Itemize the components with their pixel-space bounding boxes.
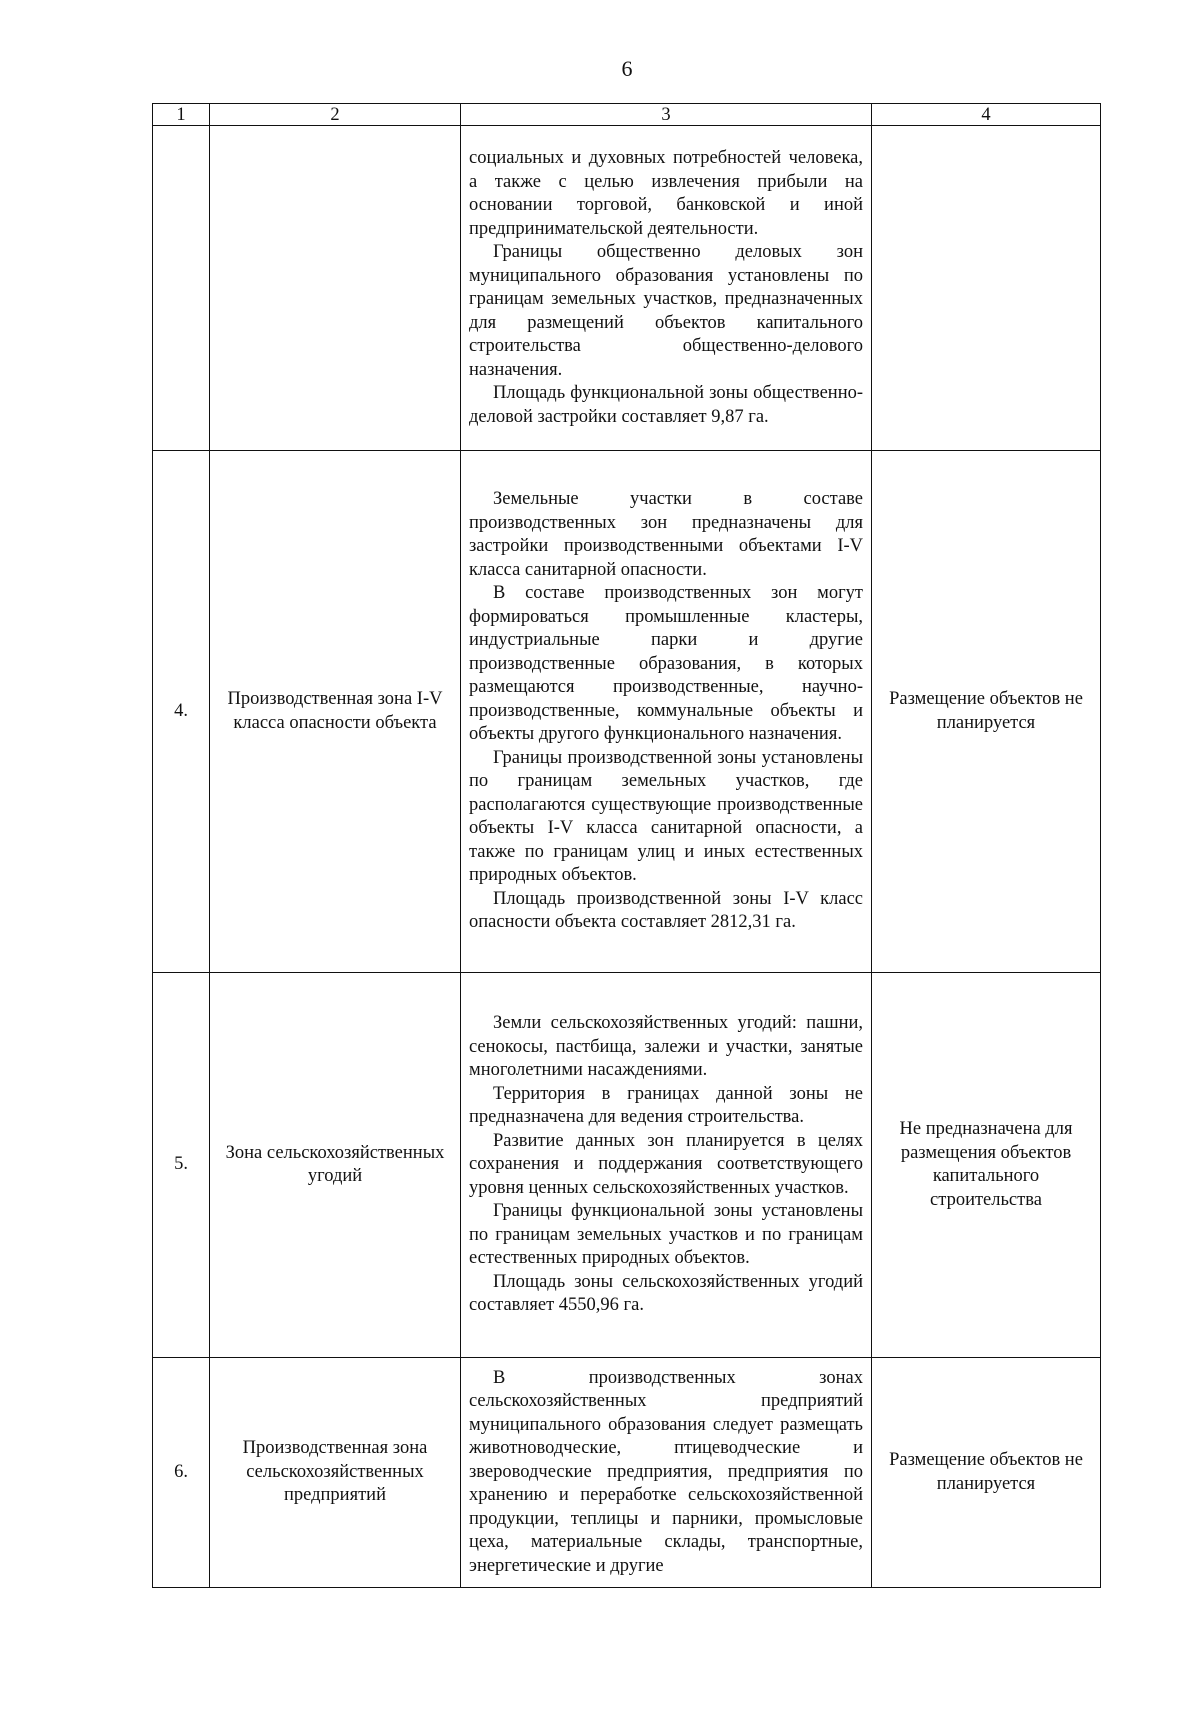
column-header: 4 [872,104,1101,126]
description-paragraph: Земли сельскохозяйственных угодий: пашни, сенокосы, пастбища, залежи и участки, занятые многолетними насаждениями. [469,1013,863,1081]
row-number [153,126,210,451]
table-row [153,451,1101,973]
table-row [153,1358,1101,1588]
zone-note: Размещение объектов не планируется [872,451,1101,973]
description-paragraph: Территория в границах данной зоны не предназначена для ведения строительства. [469,1083,863,1128]
zone-note: Не предназначена для размещения объектов капитального строительства [872,973,1101,1358]
description-paragraph: Площадь производственной зоны I-V класс опасности объекта составляет 2812,31 га. [469,888,863,933]
description-paragraph: Площадь функциональной зоны общественно-деловой застройки составляет 9,87 га. [469,383,863,427]
table-row [153,973,1101,1358]
table-row [153,126,1101,451]
description-paragraph: Границы общественно деловых зон муниципального образования установлены по границам земельных участков, предназначенных для размещений объектов капитального строительства общественно-делового назначения. [469,242,863,380]
zone-note: Размещение объектов не планируется [872,1358,1101,1588]
description-paragraph: Земельные участки в составе производственных зон предназначены для застройки производственными объектами I-V класса санитарной опасности. [469,489,863,580]
zone-description [461,126,872,451]
zone-name: Производственная зона I-V класса опасности объекта [210,451,461,973]
zone-note [872,126,1101,451]
zone-description [461,973,872,1358]
description-paragraph: Развитие данных зон планируется в целях сохранения и поддержания соответствующего уровня ценных сельскохозяйственных участков. [469,1130,863,1198]
description-paragraph: В составе производственных зон могут формироваться промышленные кластеры, индустриальные парки и другие производственные образования, в которых размещаются производственные, научно-производственные, коммунальные объекты и объекты другого функционального назначения. [469,583,863,745]
zone-name: Зона сельскохозяйственных угодий [210,973,461,1358]
description-paragraph: Границы функциональной зоны установлены по границам земельных участков и по границам естественных природных объектов. [469,1201,863,1269]
column-header: 3 [461,104,872,126]
row-number: 5. [153,973,210,1358]
zone-name: Производственная зона сельскохозяйственных предприятий [210,1358,461,1588]
description-paragraph: социальных и духовных потребностей человека, а также с целью извлечения прибыли на основании торговой, банковской и иной предпринимательской деятельности. [469,148,863,239]
functional-zones-table [152,103,1101,1588]
row-number: 4. [153,451,210,973]
table-header-row [153,104,1101,126]
column-header: 2 [210,104,461,126]
zone-description [461,451,872,973]
description-paragraph: Границы производственной зоны установлены по границам земельных участков, где располагаются существующие производственные объекты I-V класса санитарной опасности, а также по границам улиц и иных естественных природных объектов. [469,747,863,886]
zone-description [461,1358,872,1588]
page-number: 6 [621,56,633,81]
row-number: 6. [153,1358,210,1588]
description-paragraph: В производственных зонах сельскохозяйственных предприятий муниципального образования следует размещать животноводческие, птицеводческие и звероводческие предприятия, предприятия по хранению и переработке сельскохозяйственной продукции, теплицы и парники, промысловые цеха, материальные склады, транспортные, энергетические и другие [469,1367,863,1576]
column-header: 1 [153,104,210,126]
description-paragraph: Площадь зоны сельскохозяйственных угодий составляет 4550,96 га. [469,1271,863,1316]
zone-name [210,126,461,451]
